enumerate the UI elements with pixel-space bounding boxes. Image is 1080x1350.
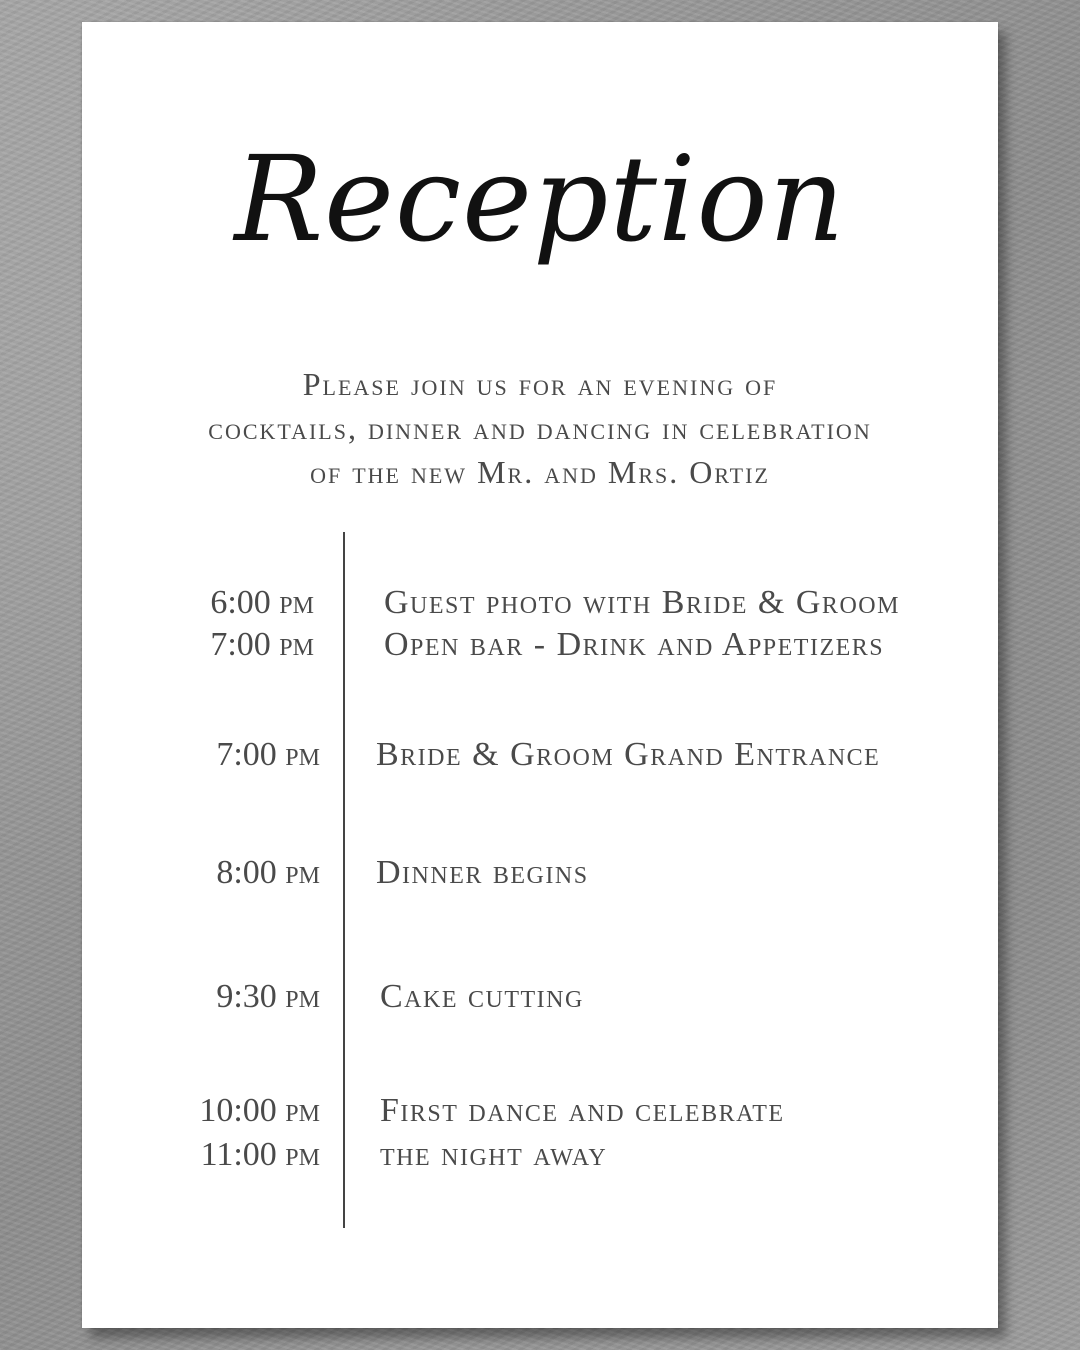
schedule-divider <box>343 532 345 1228</box>
schedule-event: Guest photo with Bride & Groom <box>384 584 900 621</box>
schedule-time: 6:00 pm <box>210 584 314 621</box>
schedule-time: 7:00 pm <box>210 626 314 663</box>
schedule-time: 8:00 pm <box>216 854 320 891</box>
schedule-event: Cake cutting <box>380 978 584 1015</box>
invitation-line: Please join us for an evening of <box>302 366 778 402</box>
invitation-line: of the new Mr. and Mrs. Ortiz <box>310 454 770 490</box>
reception-card <box>82 22 998 1328</box>
invitation-text <box>82 362 998 494</box>
schedule-event: Dinner begins <box>376 854 589 891</box>
schedule-time: 7:00 pm <box>216 736 320 773</box>
schedule-time: 10:00 pm <box>199 1092 320 1129</box>
card-title: Reception <box>234 130 846 268</box>
schedule-event: Open bar - Drink and Appetizers <box>384 626 885 663</box>
schedule-event: the night away <box>380 1136 608 1173</box>
invitation-line: cocktails, dinner and dancing in celebration <box>208 410 872 446</box>
schedule-time: 11:00 pm <box>200 1136 320 1173</box>
schedule-event: First dance and celebrate <box>380 1092 785 1129</box>
schedule-time: 9:30 pm <box>216 978 320 1015</box>
schedule-event: Bride & Groom Grand Entrance <box>376 736 881 773</box>
